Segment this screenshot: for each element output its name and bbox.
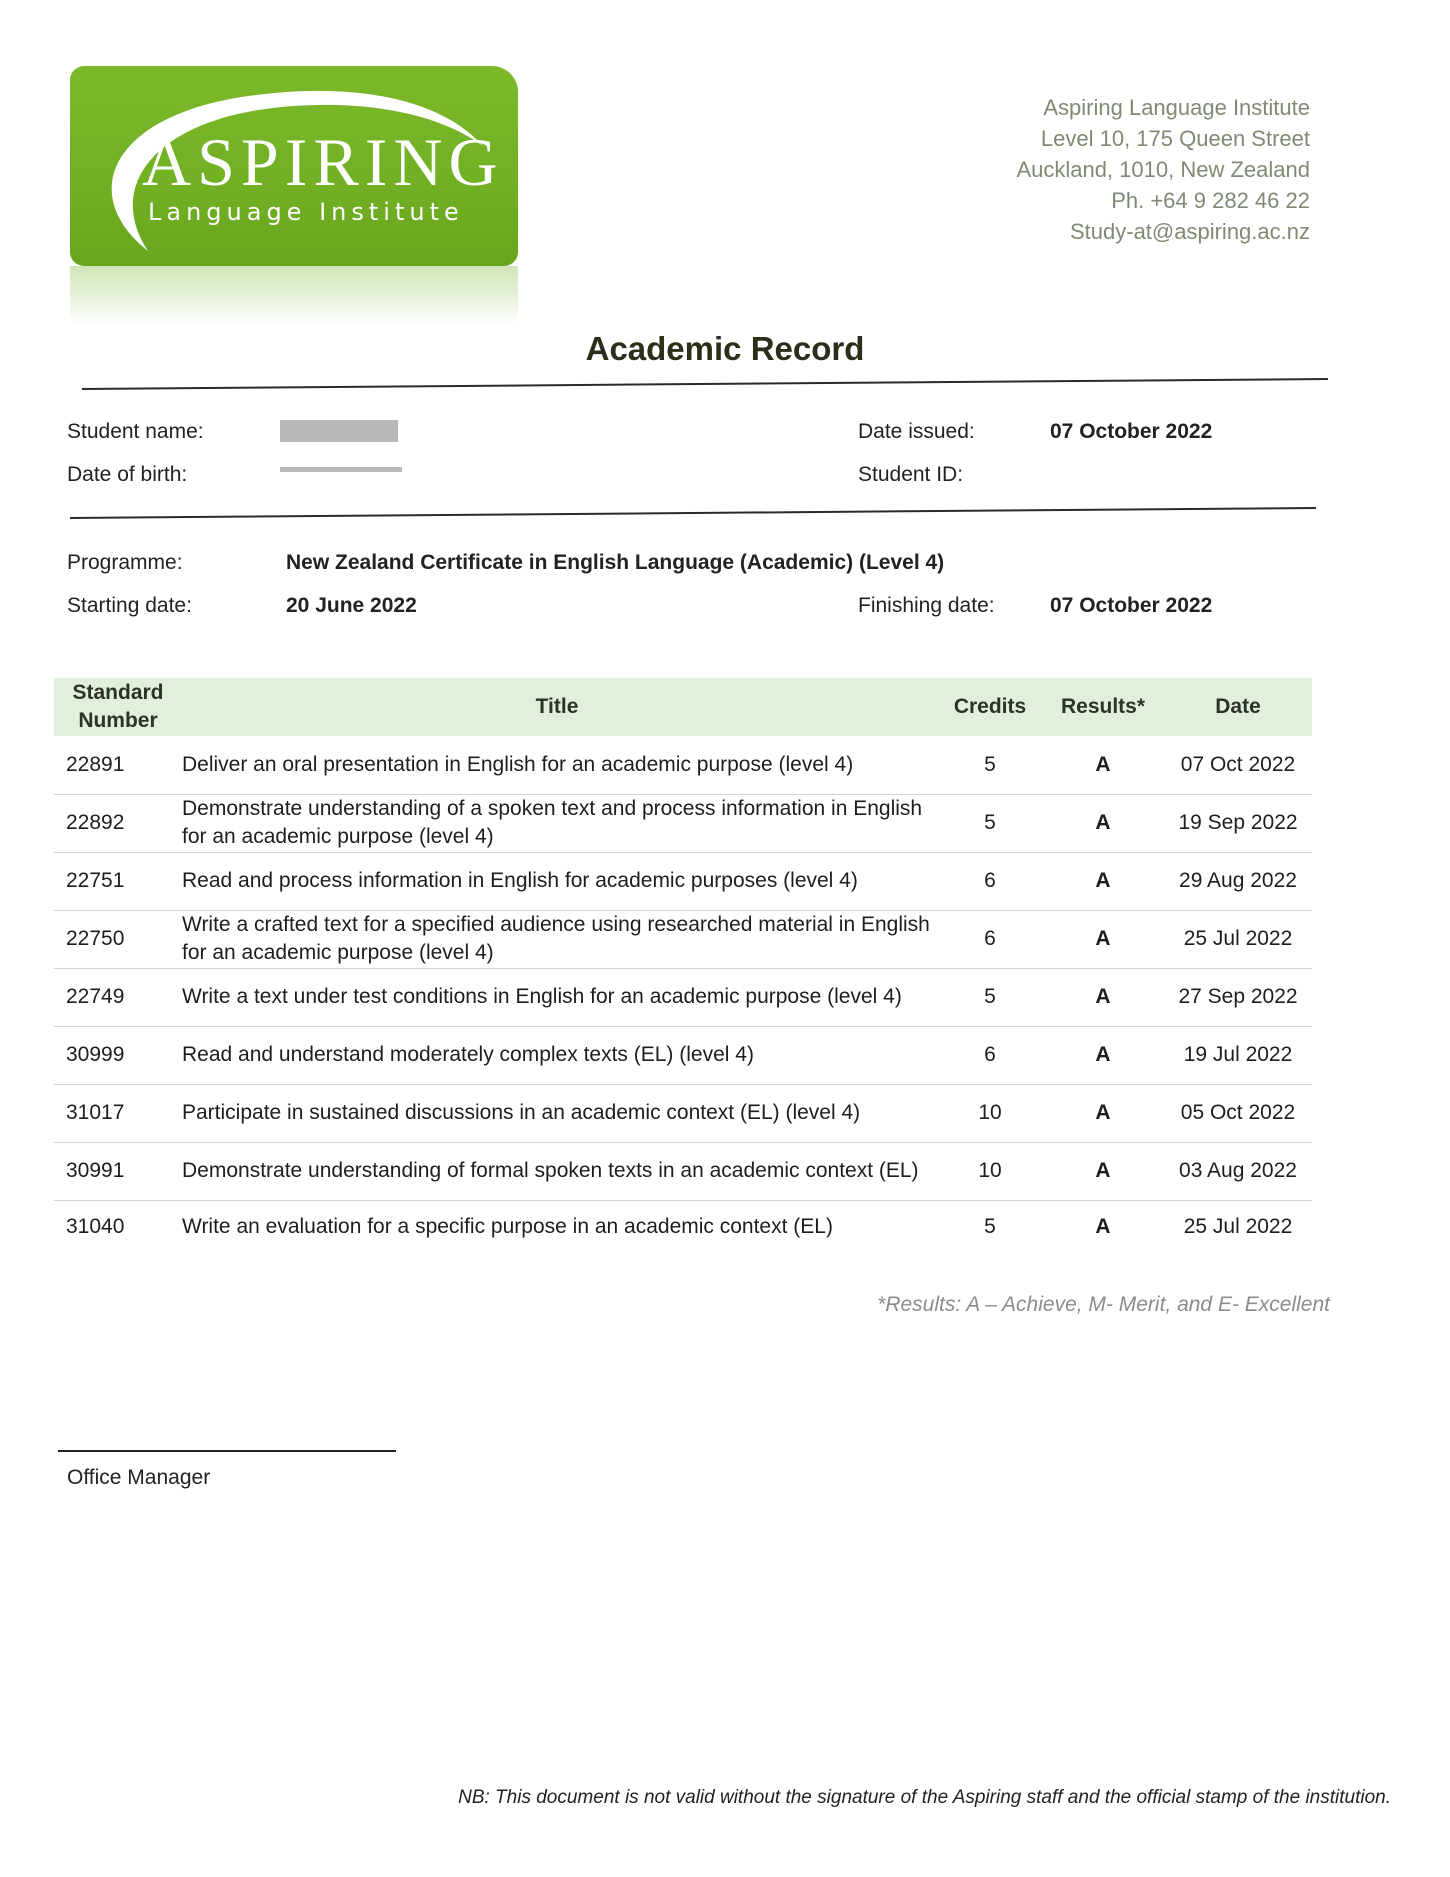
table-row: [54, 794, 1312, 852]
signature-line: [58, 1450, 396, 1452]
date-issued-value: 07 October 2022: [1050, 420, 1213, 443]
standard-credits: 5: [938, 968, 1042, 1026]
standard-date: 19 Sep 2022: [1164, 794, 1312, 852]
standard-date: 25 Jul 2022: [1183, 1215, 1293, 1239]
standard-date: 03 Aug 2022: [1164, 1142, 1312, 1200]
header-credits: Credits: [938, 678, 1042, 736]
standard-title: Demonstrate understanding of a spoken text and process information in English for an academic purpose (level 4): [176, 794, 938, 852]
standard-title: Write a crafted text for a specified audience using researched material in English for an academic purpose (level 4): [176, 910, 938, 968]
info-divider: [70, 507, 1316, 519]
logo-subtitle: Language Institute: [148, 198, 464, 226]
institute-logo: [70, 66, 518, 266]
signature-label: Office Manager: [67, 1466, 211, 1489]
standard-date: 19 Jul 2022: [1164, 1026, 1312, 1084]
standard-number: 22892: [54, 794, 176, 852]
standard-number: 22749: [54, 968, 176, 1026]
standard-title: Read and process information in English for academic purposes (level 4): [176, 852, 938, 910]
header-standard-number: [54, 678, 176, 736]
standard-credits: 5: [984, 1215, 996, 1239]
standard-date: 29 Aug 2022: [1164, 852, 1312, 910]
standard-title: Read and understand moderately complex texts (EL) (level 4): [176, 1026, 938, 1084]
student-id-label: Student ID:: [858, 463, 964, 486]
standard-credits: 5: [938, 794, 1042, 852]
standard-result: A: [1042, 852, 1164, 910]
standard-result: A: [1042, 968, 1164, 1026]
standard-number: 22751: [54, 852, 176, 910]
header-number-line: Number: [78, 709, 158, 732]
standard-number: 22891: [54, 736, 176, 794]
standard-result: A: [1042, 910, 1164, 968]
standard-credits: 6: [938, 910, 1042, 968]
table-row: [54, 910, 1312, 968]
standard-title: Demonstrate understanding of formal spoken texts in an academic context (EL): [176, 1142, 938, 1200]
title-divider: [82, 378, 1328, 390]
standard-credits: 6: [938, 1026, 1042, 1084]
address-email: Study-at@aspiring.ac.nz: [1069, 219, 1310, 244]
standard-result: A: [1042, 1026, 1164, 1084]
standard-result: A: [1042, 1084, 1164, 1142]
address-line: Level 10, 175 Queen Street: [1040, 126, 1310, 151]
standard-credits: 6: [938, 852, 1042, 910]
standard-result: A: [1042, 736, 1164, 794]
table-row: [54, 1026, 1312, 1084]
date-issued-label: Date issued:: [858, 420, 975, 443]
header-title: Title: [176, 678, 938, 736]
header-standard-line: Standard: [72, 681, 164, 704]
dob-redaction: [280, 467, 402, 472]
dob-label: Date of birth:: [67, 463, 188, 486]
standard-credits: 5: [938, 736, 1042, 794]
standard-date: 27 Sep 2022: [1164, 968, 1312, 1026]
standard-credits: 10: [938, 1142, 1042, 1200]
standard-result: A: [1042, 1142, 1164, 1200]
address-line: Auckland, 1010, New Zealand: [1016, 157, 1310, 182]
finishing-date-value: 07 October 2022: [1050, 594, 1213, 617]
standard-result: A: [1095, 1215, 1111, 1239]
starting-date-value: 20 June 2022: [286, 594, 417, 617]
table-row: [54, 736, 1312, 794]
table-row: [54, 968, 1312, 1026]
address-line: Aspiring Language Institute: [1043, 95, 1310, 120]
standard-date: 25 Jul 2022: [1164, 910, 1312, 968]
standard-credits: 10: [938, 1084, 1042, 1142]
standard-number: 31017: [54, 1084, 176, 1142]
standard-number: 30999: [54, 1026, 176, 1084]
institute-address: [1016, 92, 1310, 247]
validity-footnote: NB: This document is not valid without the signature of the Aspiring staff and the official stamp of the institution.: [458, 1787, 1391, 1808]
standard-title: Write an evaluation for a specific purpose in an academic context (EL): [182, 1215, 833, 1239]
starting-date-label: Starting date:: [67, 594, 192, 617]
table-row: [54, 1200, 1312, 1254]
student-name-label: Student name:: [67, 420, 204, 443]
standard-number: 31040: [66, 1215, 125, 1239]
document-title: Academic Record: [585, 330, 865, 367]
header-date: Date: [1164, 678, 1312, 736]
address-phone: Ph. +64 9 282 46 22: [1111, 188, 1310, 213]
programme-name: New Zealand Certificate in English Language (Academic) (Level 4): [286, 551, 945, 574]
standard-title: Deliver an oral presentation in English for an academic purpose (level 4): [176, 736, 938, 794]
table-header-row: [54, 678, 1312, 736]
student-name-redaction: [280, 420, 398, 442]
standard-result: A: [1042, 794, 1164, 852]
logo-reflection: [70, 266, 518, 326]
standard-date: 07 Oct 2022: [1164, 736, 1312, 794]
results-legend: *Results: A – Achieve, M- Merit, and E- Excellent: [877, 1293, 1330, 1316]
header-results: Results*: [1042, 678, 1164, 736]
standard-date: 05 Oct 2022: [1164, 1084, 1312, 1142]
standard-number: 22750: [54, 910, 176, 968]
standards-table: [54, 678, 1312, 1254]
standard-title: Participate in sustained discussions in an academic context (EL) (level 4): [176, 1084, 938, 1142]
programme-label: Programme:: [67, 551, 183, 574]
finishing-date-label: Finishing date:: [858, 594, 995, 617]
standard-title: Write a text under test conditions in English for an academic purpose (level 4): [176, 968, 938, 1026]
standard-number: 30991: [54, 1142, 176, 1200]
table-row: [54, 852, 1312, 910]
table-row: [54, 1142, 1312, 1200]
table-row: [54, 1084, 1312, 1142]
logo-wordmark: ASPIRING: [142, 124, 504, 200]
